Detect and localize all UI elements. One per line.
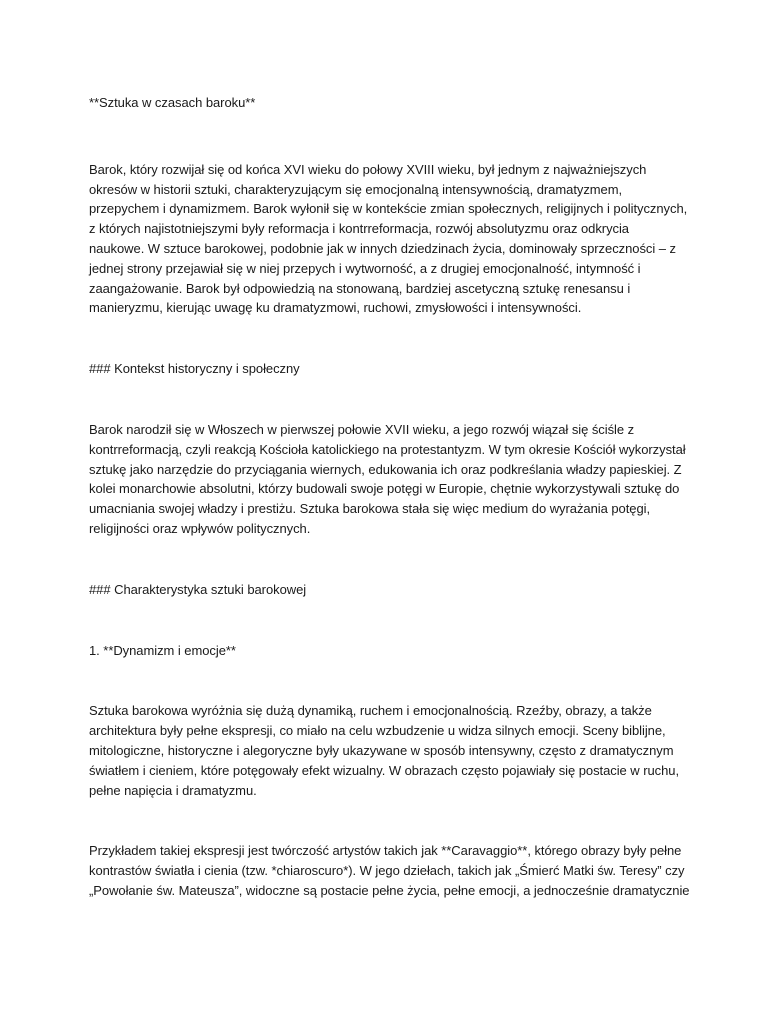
- dynamism-paragraph: [89, 701, 689, 800]
- text-line: naukowe. W sztuce barokowej, podobnie jak w innych dziedzinach życia, dominowały sprzeczności – z: [89, 240, 676, 256]
- text-line: Barok narodził się w Włoszech w pierwszej połowie XVII wieku, a jego rozwój wiązał się ściśle z: [89, 421, 635, 437]
- text-line: sztukę jako narzędzie do przyciągania wiernych, edukowania ich oraz podkreślania władzy papieskiej. Z: [89, 461, 682, 477]
- document-title: [89, 93, 689, 113]
- text-line: z których najistotniejszymi były reformacja i kontrreformacja, rozwój absolutyzmu oraz odkrycia: [89, 221, 629, 237]
- text-line: architektura były pełne ekspresji, co miało na celu wzbudzenie u widza silnych emocji. Sceny biblijne,: [89, 723, 666, 739]
- text-line: umacniania swojej władzy i prestiżu. Sztuka barokowa stała się więc medium do wyrażania potęgi,: [89, 501, 651, 517]
- text-line: pełne napięcia i dramatyzmu.: [89, 782, 257, 798]
- text-line: religijności oraz wpływów politycznych.: [89, 520, 311, 536]
- text-line: mitologiczne, historyczne i alegoryczne były ukazywane w sposób intensywny, często z dramatycznym: [89, 742, 674, 758]
- text-line: „Powołanie św. Mateusza”, widoczne są postacie pełne życia, pełne emocji, a jednocześnie dramatycznie: [89, 882, 690, 898]
- text-line: Sztuka barokowa wyróżnia się dużą dynamiką, ruchem i emocjonalnością. Rzeźby, obrazy, a także: [89, 703, 652, 719]
- text-line: przepychem i dynamizmem. Barok wyłonił się w kontekście zmian społecznych, religijnych i politycznych,: [89, 201, 688, 217]
- text-line: okresów w historii sztuki, charakteryzującym się emocjonalną intensywnością, dramatyzmem,: [89, 181, 623, 197]
- text-line: zaangażowanie. Barok był odpowiedzią na stonowaną, bardziej ascetyczną sztukę renesansu i: [89, 280, 631, 296]
- context-paragraph: [89, 420, 689, 539]
- text-line: jednej strony przejawiał się w niej przepych i wytworność, a z drugiej emocjonalność, intymność i: [89, 260, 641, 276]
- section-heading-context: [89, 359, 689, 379]
- section-heading-characteristics: [89, 580, 689, 600]
- text-line: manieryzmu, kierując uwagę ku dramatyzmowi, ruchowi, zmysłowości i intensywności.: [89, 300, 582, 316]
- intro-paragraph: [89, 160, 689, 318]
- text-line: światłem i cieniem, które potęgowały efekt wizualny. W obrazach często pojawiały się postacie w ruchu,: [89, 762, 680, 778]
- text-line: kolei monarchowie absolutni, którzy budowali swoje potęgi w Europie, chętnie wykorzystywali sztukę do: [89, 481, 680, 497]
- list-item-dynamism: [89, 641, 689, 661]
- text-line: Przykładem takiej ekspresji jest twórczość artystów takich jak **Caravaggio**, którego obrazy były pełne: [89, 843, 682, 859]
- caravaggio-paragraph: [89, 841, 689, 900]
- title-line: **Sztuka w czasach baroku**: [89, 95, 256, 110]
- heading-line: ### Charakterystyka sztuki barokowej: [89, 581, 307, 597]
- text-line: Barok, który rozwijał się od końca XVI wieku do połowy XVIII wieku, był jednym z najważniejszych: [89, 161, 647, 177]
- text-line: kontrreformacją, czyli reakcją Kościoła katolickiego na protestantyzm. W tym okresie Kościół wykorzystał: [89, 441, 686, 457]
- heading-line: ### Kontekst historyczny i społeczny: [89, 361, 300, 377]
- list-item-line: 1. **Dynamizm i emocje**: [89, 642, 236, 658]
- document-body: [89, 93, 689, 901]
- text-line: kontrastów światła i cienia (tzw. *chiaroscuro*). W jego dziełach, takich jak „Śmierć Matki św. Teresy” czy: [89, 863, 685, 879]
